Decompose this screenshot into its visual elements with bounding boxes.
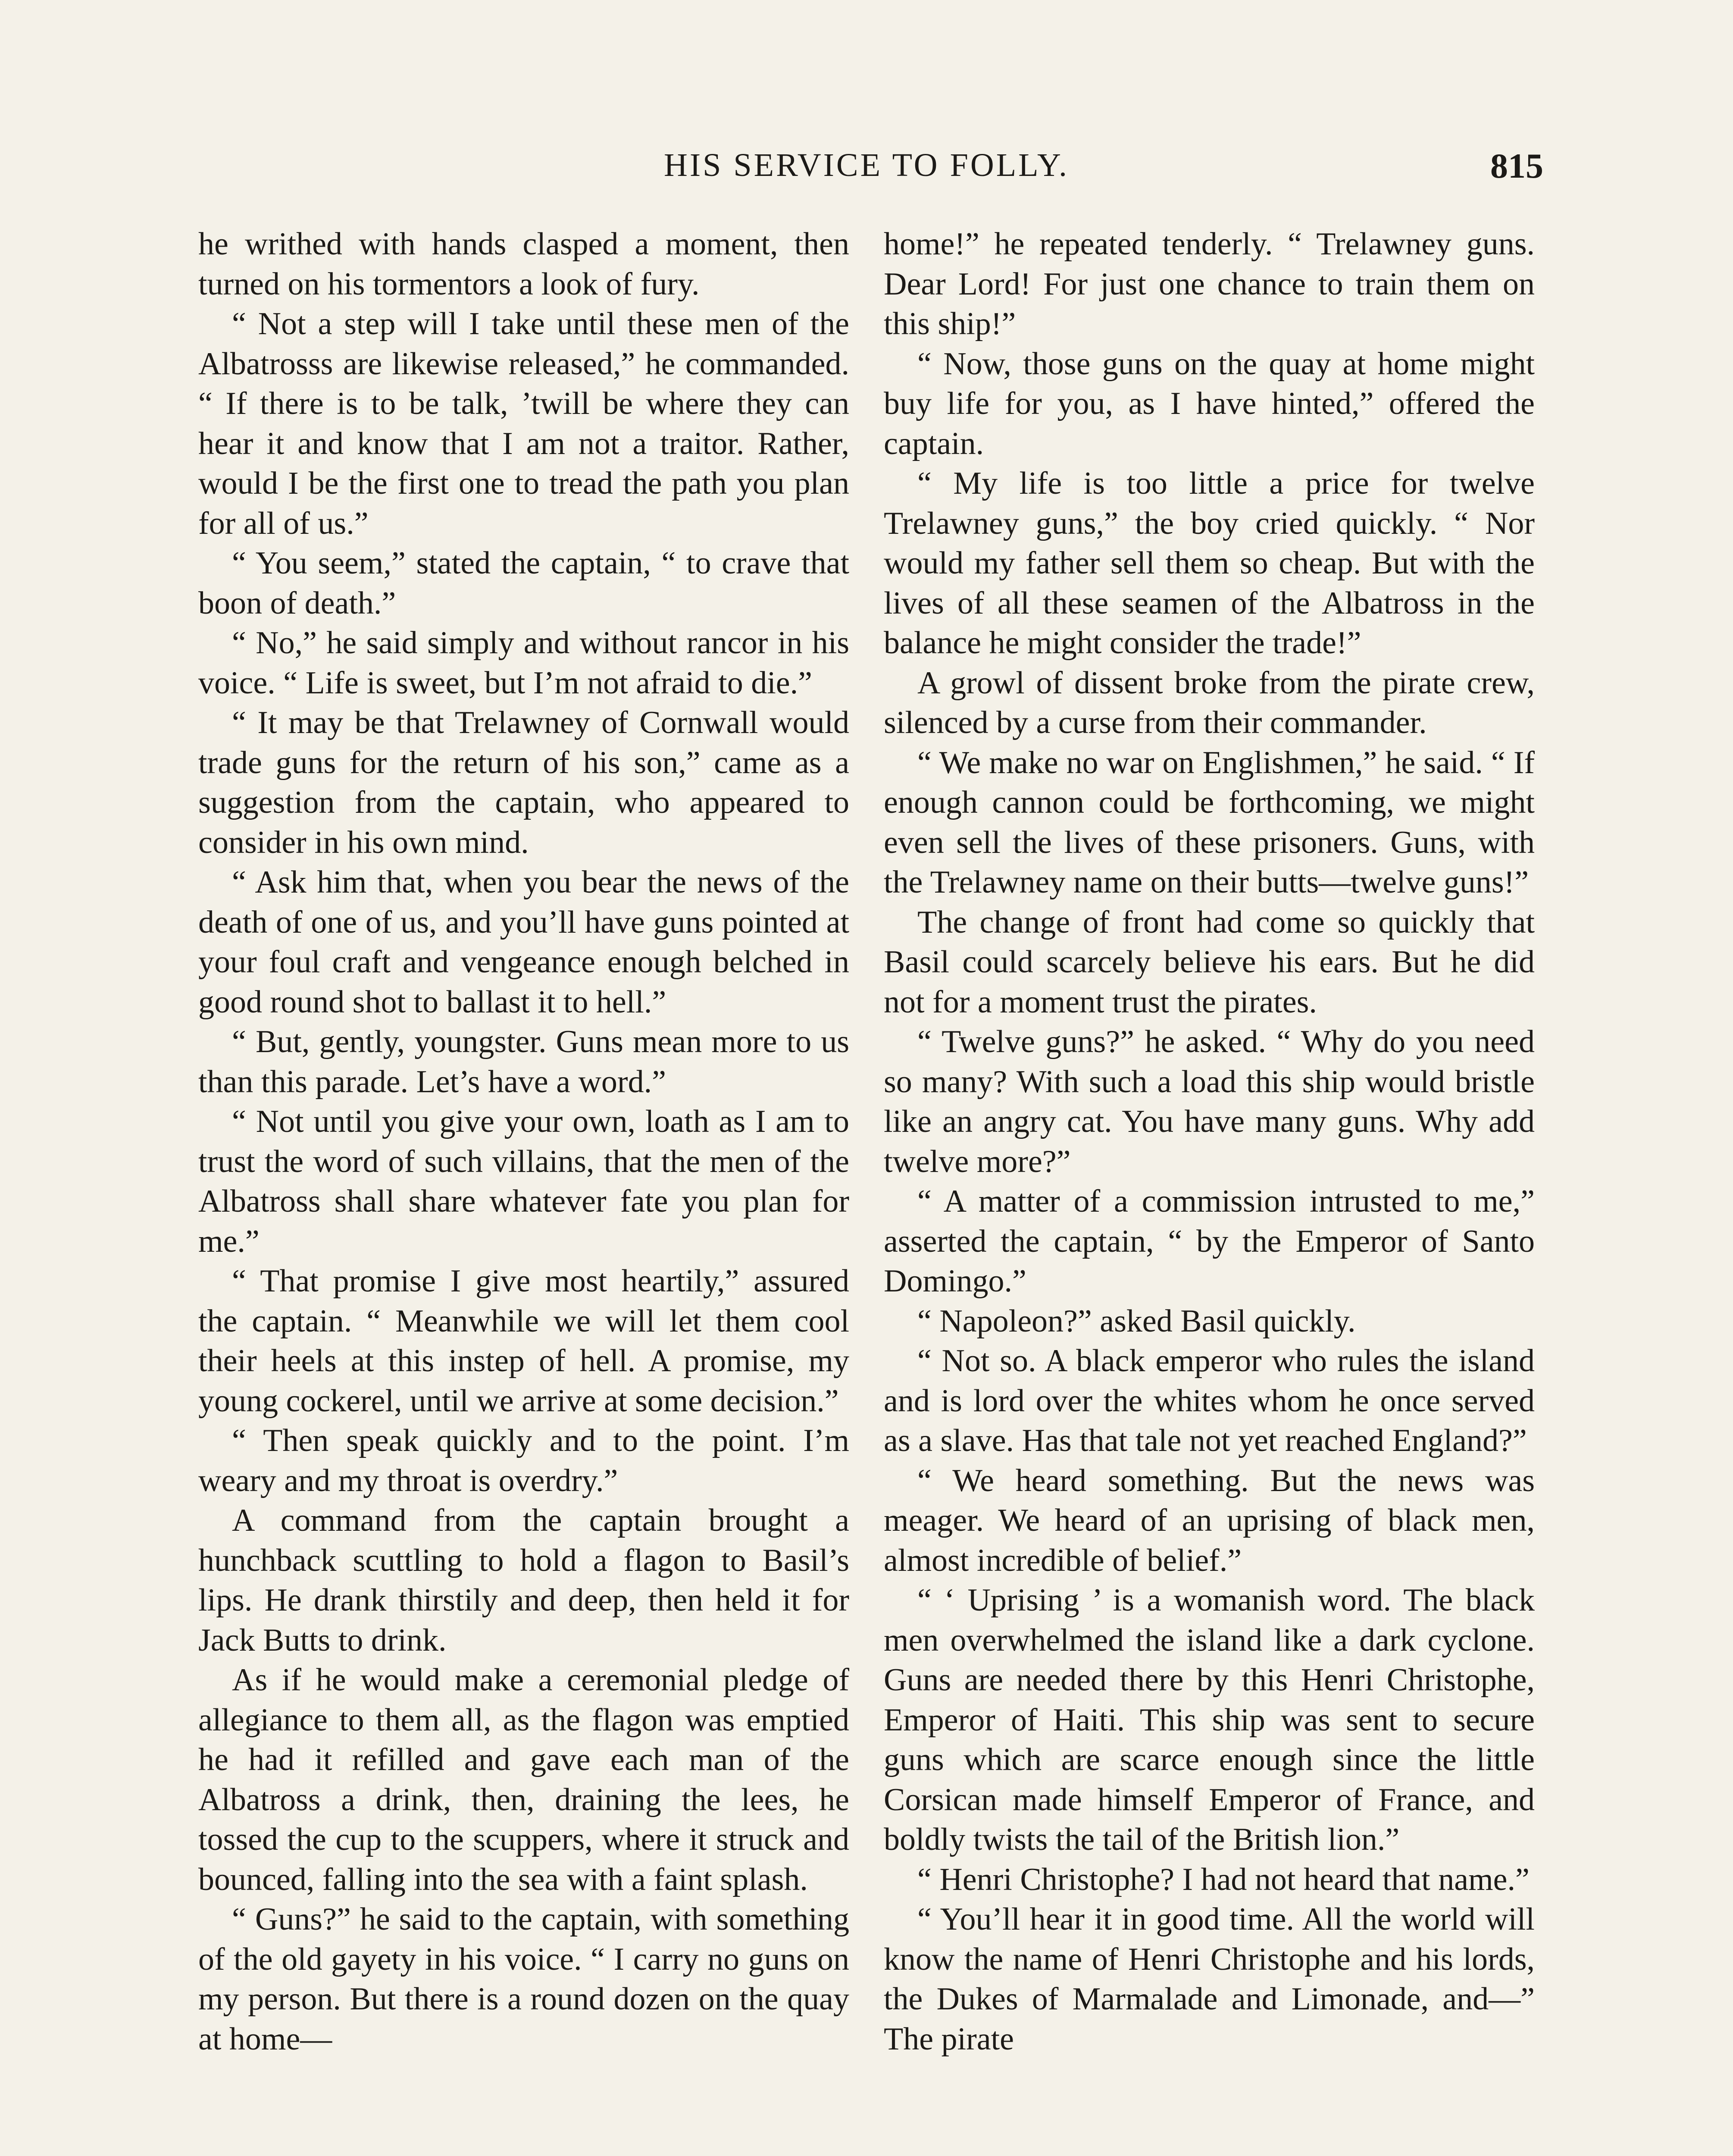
paragraph: “ My life is too little a price for twelve Trelawney guns,” the boy cried quickly. “ Nor would my father sell them so cheap. But with the lives of all these seamen of the Albatross in the balance he might consider the trade!” bbox=[884, 466, 1535, 661]
paragraph: A growl of dissent broke from the pirate crew, silenced by a curse from their commander. bbox=[884, 665, 1535, 740]
paragraph: “ We make no war on Englishmen,” he said. “ If enough cannon could be forthcoming, we might even sell the lives of these prisoners. Guns, with the Trelawney name on their butts—twelve guns!” bbox=[884, 745, 1535, 900]
paragraph: “ Twelve guns?” he asked. “ Why do you need so many? With such a load this ship would bristle like an angry cat. You have many guns. Why add twelve more?” bbox=[884, 1024, 1535, 1179]
paragraph: “ You seem,” stated the captain, “ to crave that boon of death.” bbox=[198, 545, 849, 621]
right-column bbox=[884, 224, 1535, 2059]
paragraph: “ It may be that Trelawney of Cornwall would trade guns for the return of his son,” came as a suggestion from the captain, who appeared to consider in his own mind. bbox=[198, 705, 849, 860]
page-number: 815 bbox=[1490, 146, 1543, 185]
paragraph: “ Guns?” he said to the captain, with something of the old gayety in his voice. “ I carry no guns on my person. But there is a round dozen on the quay at home— bbox=[198, 1902, 849, 2057]
paragraph: “ We heard something. But the news was meager. We heard of an uprising of black men, almost incredible of belief.” bbox=[884, 1463, 1535, 1578]
paragraph: As if he would make a ceremonial pledge of allegiance to them all, as the flagon was emptied he had it refilled and gave each man of the Albatross a drink, then, draining the lees, he tossed the cup to the scuppers, where it struck and bounced, falling into the sea with a faint splash. bbox=[198, 1662, 849, 1897]
paragraph: “ Not until you give your own, loath as I am to trust the word of such villains, that the men of the Albatross shall share whatever fate you plan for me.” bbox=[198, 1104, 849, 1259]
paragraph: “ That promise I give most heartily,” assured the captain. “ Meanwhile we will let them cool their heels at this instep of hell. A promise, my young cockerel, until we arrive at some decision.” bbox=[198, 1263, 849, 1419]
paragraph: “ ‘ Uprising ’ is a womanish word. The black men overwhelmed the island like a dark cyclone. Guns are needed there by this Henri Christophe, Emperor of Haiti. This ship was sent to secure guns which are scarce enough since the little Corsican made himself Emperor of France, and boldly twists the tail of the British lion.” bbox=[884, 1583, 1535, 1857]
paragraph: “ Then speak quickly and to the point. I’m weary and my throat is overdry.” bbox=[198, 1423, 849, 1498]
paragraph: “ You’ll hear it in good time. All the world will know the name of Henri Christophe and his lords, the Dukes of Marmalade and Limonade, and—” The pirate bbox=[884, 1902, 1535, 2057]
paragraph: “ Now, those guns on the quay at home might buy life for you, as I have hinted,” offered the captain. bbox=[884, 346, 1535, 461]
running-header: HIS SERVICE TO FOLLY. bbox=[663, 147, 1070, 183]
paragraph: A command from the captain brought a hunchback scuttling to hold a flagon to Basil’s lips. He drank thirstily and deep, then held it for Jack Butts to drink. bbox=[198, 1503, 849, 1658]
paragraph: “ Not so. A black emperor who rules the island and is lord over the whites whom he once served as a slave. Has that tale not yet reached England?” bbox=[884, 1343, 1535, 1458]
paragraph: “ No,” he said simply and without rancor in his voice. “ Life is sweet, but I’m not afraid to die.” bbox=[198, 625, 849, 701]
left-column bbox=[198, 224, 849, 2059]
paragraph: “ A matter of a commission intrusted to me,” asserted the captain, “ by the Emperor of Santo Domingo.” bbox=[884, 1184, 1535, 1299]
paragraph: “ Napoleon?” asked Basil quickly. bbox=[917, 1303, 1356, 1339]
paragraph: The change of front had come so quickly that Basil could scarcely believe his ears. But he did not for a moment trust the pirates. bbox=[884, 904, 1535, 1020]
paragraph: “ Ask him that, when you bear the news of the death of one of us, and you’ll have guns pointed at your foul craft and vengeance enough belched in good round shot to ballast it to hell.” bbox=[198, 865, 849, 1020]
paragraph: home!” he repeated tenderly. “ Trelawney guns. Dear Lord! For just one chance to train them on this ship!” bbox=[884, 226, 1535, 342]
paragraph: “ Not a step will I take until these men of the Albatrosss are likewise released,” he commanded. “ If there is to be talk, ’twill be where they can hear it and know that I am not a traitor. Rather, would I be the first one to tread the path you plan for all of us.” bbox=[198, 306, 849, 541]
paragraph: “ Henri Christophe? I had not heard that name.” bbox=[917, 1861, 1530, 1897]
paragraph: “ But, gently, youngster. Guns mean more to us than this parade. Let’s have a word.” bbox=[198, 1024, 849, 1100]
paragraph: he writhed with hands clasped a moment, then turned on his tormentors a look of fury. bbox=[198, 226, 849, 302]
